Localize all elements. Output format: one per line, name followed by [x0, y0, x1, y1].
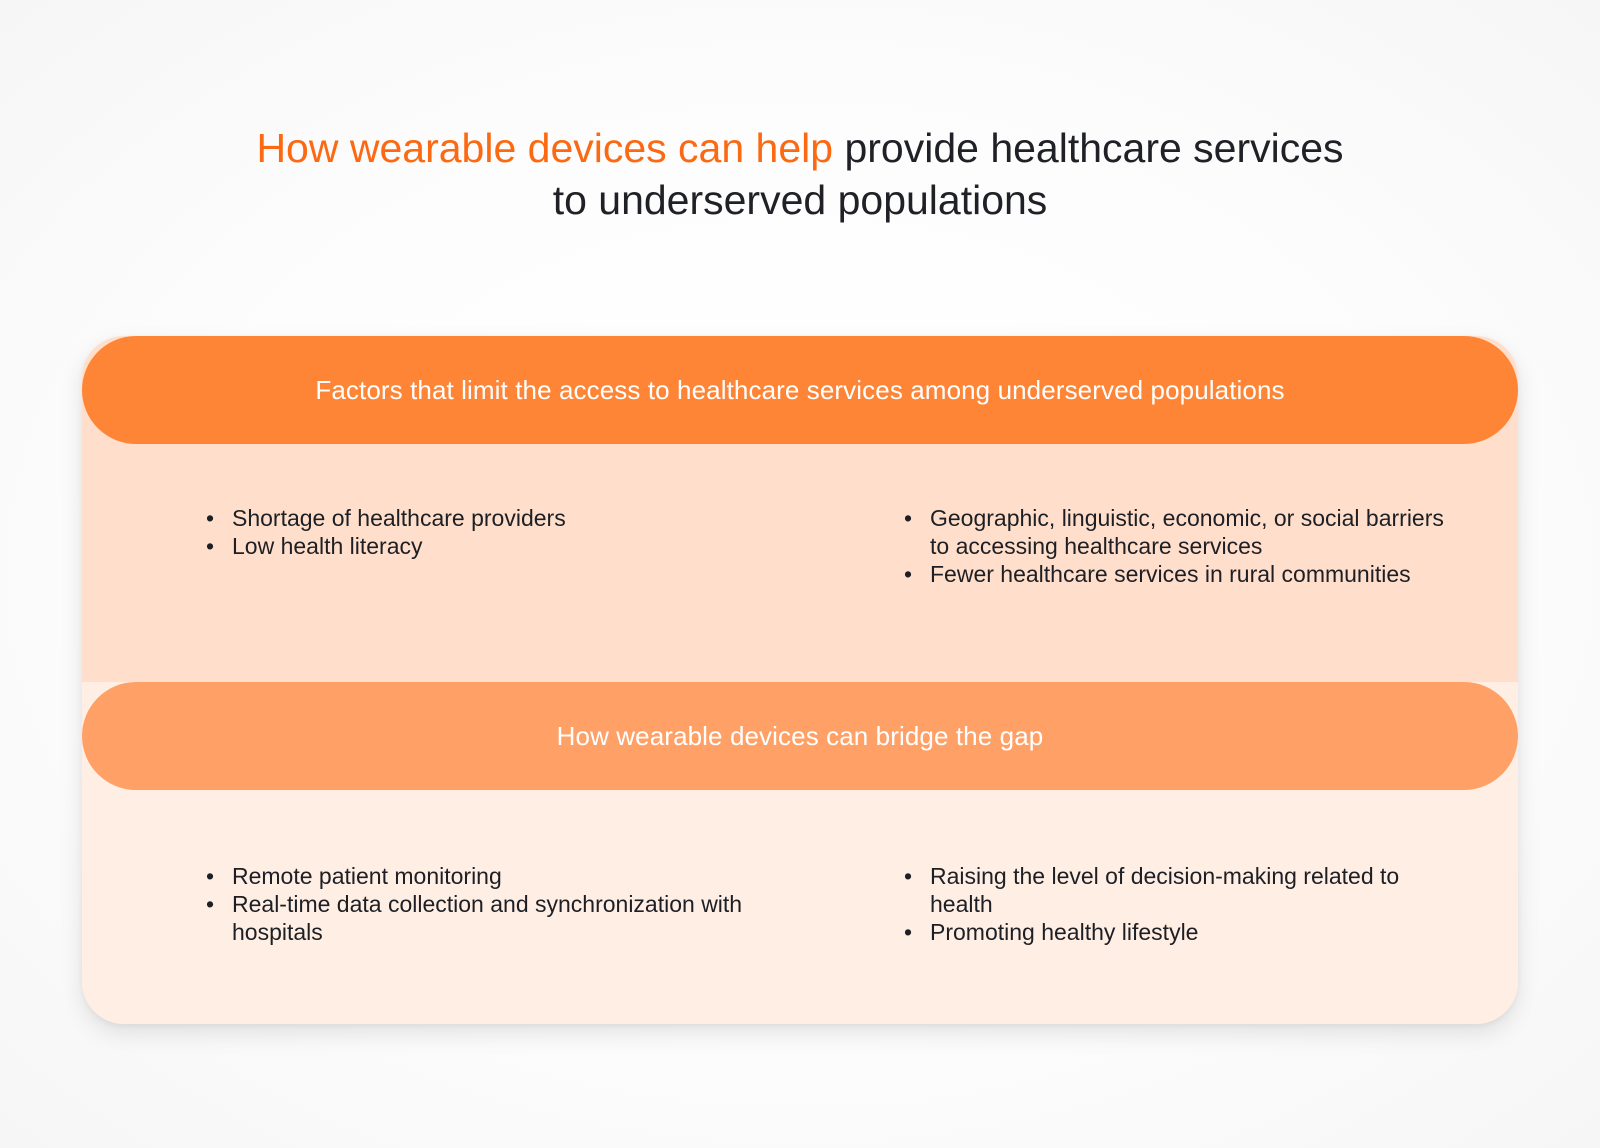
list-item-text: Shortage of healthcare providers — [232, 505, 566, 531]
title-line-2: to underserved populations — [552, 177, 1048, 223]
limiting-factors-left-list — [206, 504, 746, 560]
list-item — [904, 560, 1444, 588]
bullet-icon: • — [206, 533, 215, 559]
list-item-text: Promoting healthy lifestyle — [930, 919, 1199, 945]
bullet-icon: • — [206, 863, 215, 889]
page-title — [0, 122, 1600, 226]
list-item-text: Real-time data collection and synchronization with hospitals — [232, 891, 743, 945]
limiting-factors-header — [82, 336, 1518, 444]
limiting-factors-right-list — [904, 504, 1444, 588]
list-item — [206, 532, 746, 560]
list-item-text: Fewer healthcare services in rural communities — [930, 561, 1411, 587]
list-item — [206, 862, 746, 890]
bullet-icon: • — [206, 891, 215, 917]
limiting-factors-heading: Factors that limit the access to healthcare services among underserved populations — [315, 374, 1285, 405]
list-item — [904, 504, 1444, 560]
list-item-text: Low health literacy — [232, 533, 423, 559]
bridge-gap-left-list — [206, 862, 746, 946]
list-item — [206, 890, 746, 946]
bullet-icon: • — [904, 919, 913, 945]
list-item — [904, 862, 1444, 918]
list-item-text: Raising the level of decision-making related to health — [930, 863, 1400, 917]
bullet-icon: • — [206, 505, 215, 531]
bridge-gap-heading: How wearable devices can bridge the gap — [556, 720, 1044, 751]
list-item — [904, 918, 1444, 946]
bridge-gap-header — [82, 682, 1518, 790]
bullet-icon: • — [904, 505, 913, 531]
list-item-text: Geographic, linguistic, economic, or social barriers to accessing healthcare services — [930, 505, 1444, 559]
title-accent: How wearable devices can help — [256, 125, 834, 171]
list-item — [206, 504, 746, 532]
bullet-icon: • — [904, 561, 913, 587]
list-item-text: Remote patient monitoring — [232, 863, 502, 889]
bullet-icon: • — [904, 863, 913, 889]
info-card — [82, 336, 1518, 1024]
title-rest: provide healthcare services — [833, 125, 1344, 171]
bridge-gap-right-list — [904, 862, 1444, 946]
